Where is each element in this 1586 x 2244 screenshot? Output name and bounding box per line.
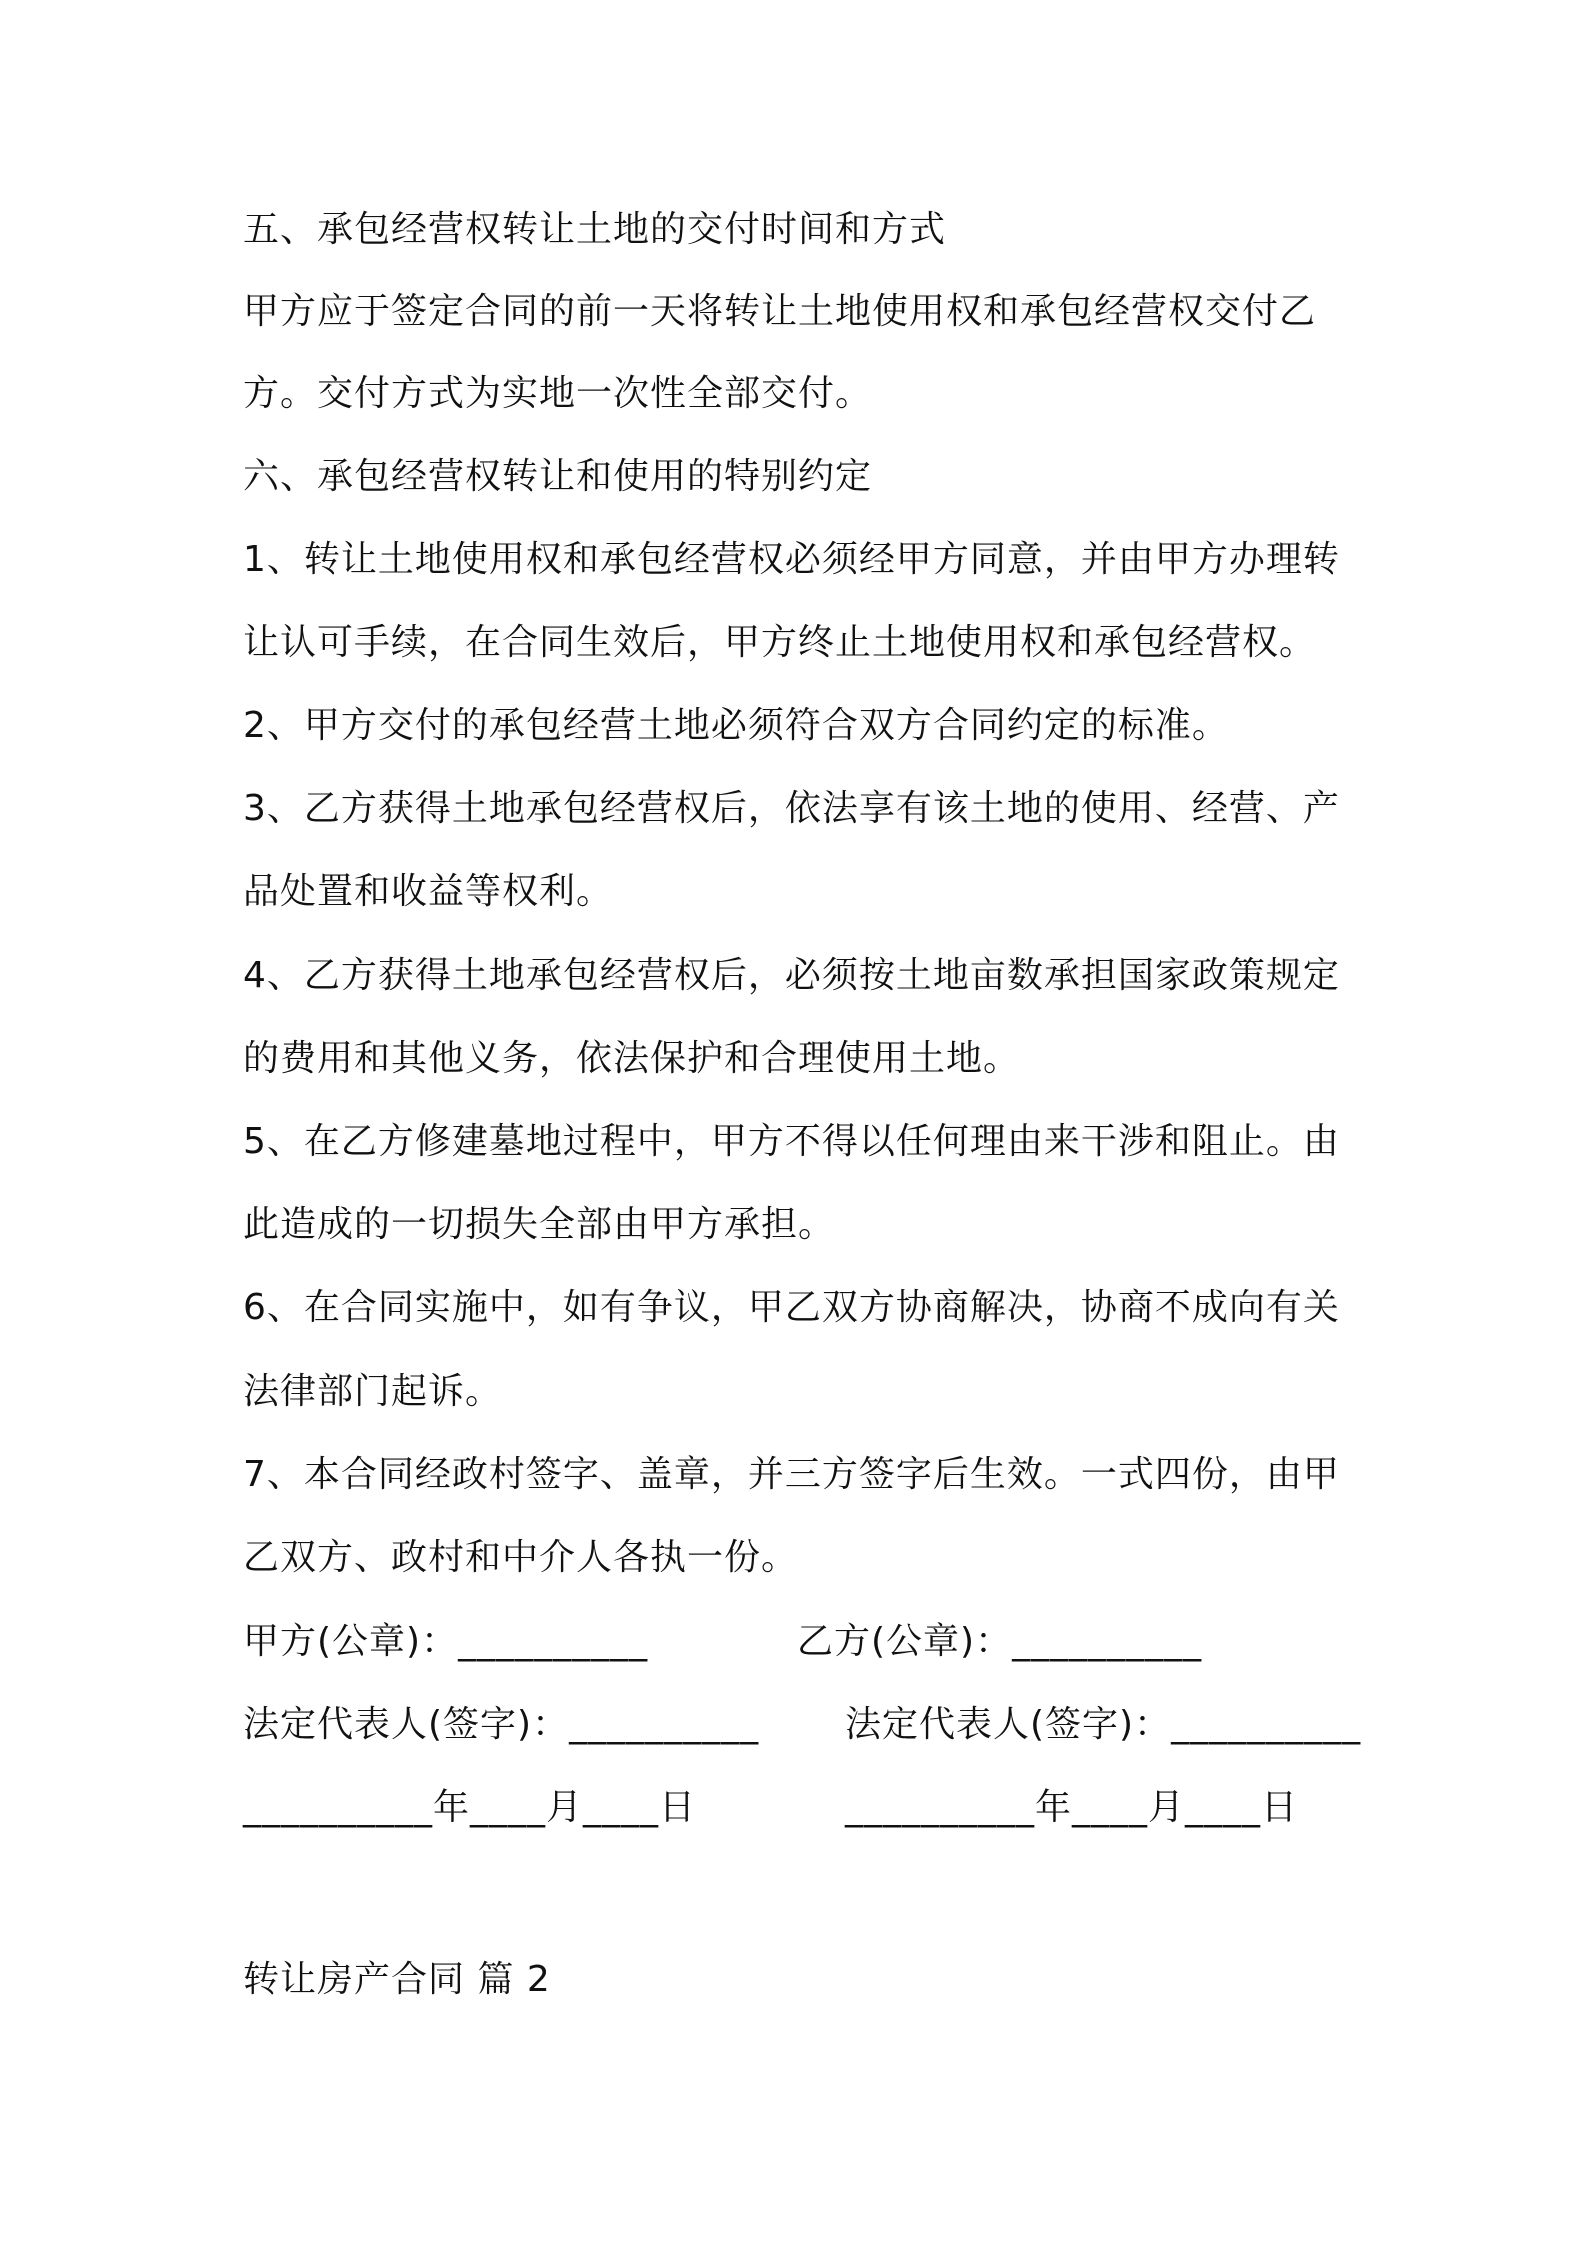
section-heading-special-terms: 六、承包经营权转让和使用的特别约定 xyxy=(243,456,873,497)
party-b-representative-field: 法定代表人(签字)：__________ xyxy=(845,1704,1362,1745)
party-a-representative-field: 法定代表人(签字)：__________ xyxy=(243,1704,760,1745)
clause-7-line: 7、本合同经政村签字、盖章，并三方签字后生效。一式四份，由甲 xyxy=(243,1454,1340,1495)
clause-6-line: 6、在合同实施中，如有争议，甲乙双方协商解决，协商不成向有关 xyxy=(243,1287,1340,1328)
clause-3-line: 品处置和收益等权利。 xyxy=(243,871,614,912)
party-b-date-field: __________年____月____日 xyxy=(845,1787,1298,1828)
clause-7-line: 乙双方、政村和中介人各执一份。 xyxy=(243,1537,799,1578)
clause-5-line: 5、在乙方修建墓地过程中，甲方不得以任何理由来干涉和阻止。由 xyxy=(243,1121,1340,1162)
clause-3-line: 3、乙方获得土地承包经营权后，依法享有该土地的使用、经营、产 xyxy=(243,788,1340,829)
section-heading-delivery: 五、承包经营权转让土地的交付时间和方式 xyxy=(243,209,947,250)
paragraph-line: 方。交付方式为实地一次性全部交付。 xyxy=(243,373,873,414)
clause-1-line: 1、转让土地使用权和承包经营权必须经甲方同意，并由甲方办理转 xyxy=(243,539,1340,580)
party-a-seal-field: 甲方(公章)：__________ xyxy=(243,1621,649,1662)
party-a-date-field: __________年____月____日 xyxy=(243,1787,696,1828)
clause-4-line: 4、乙方获得土地承包经营权后，必须按土地亩数承担国家政策规定 xyxy=(243,955,1340,996)
next-document-title: 转让房产合同 篇 2 xyxy=(243,1959,551,2000)
clause-1-line: 让认可手续，在合同生效后，甲方终止土地使用权和承包经营权。 xyxy=(243,622,1317,663)
clause-2-line: 2、甲方交付的承包经营土地必须符合双方合同约定的标准。 xyxy=(243,705,1229,746)
clause-5-line: 此造成的一切损失全部由甲方承担。 xyxy=(243,1204,836,1245)
clause-4-line: 的费用和其他义务，依法保护和合理使用土地。 xyxy=(243,1038,1021,1079)
paragraph-line: 甲方应于签定合同的前一天将转让土地使用权和承包经营权交付乙 xyxy=(243,291,1317,332)
clause-6-line: 法律部门起诉。 xyxy=(243,1371,503,1412)
party-b-seal-field: 乙方(公章)：__________ xyxy=(797,1621,1203,1662)
